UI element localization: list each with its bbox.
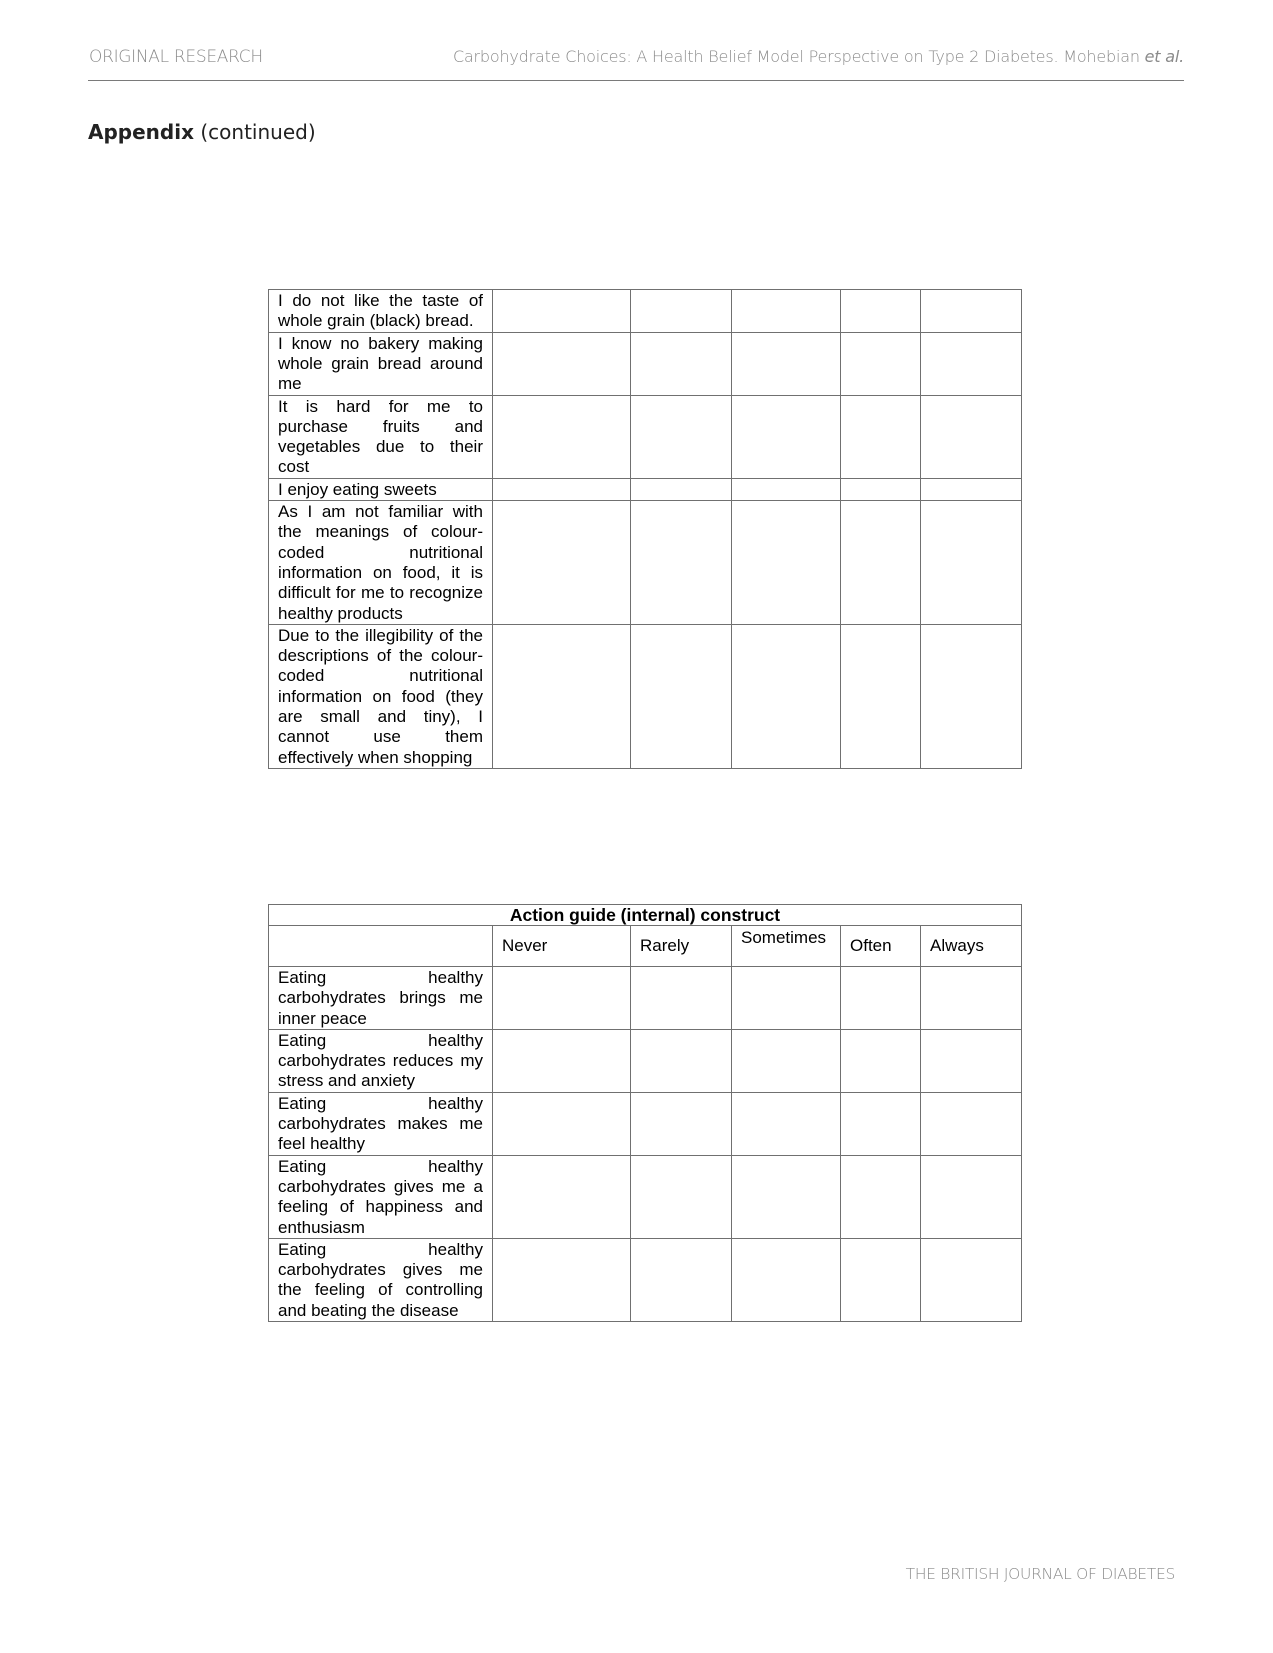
response-cell bbox=[493, 501, 631, 625]
response-cell bbox=[493, 395, 631, 478]
response-cell bbox=[921, 478, 1022, 500]
response-cell bbox=[732, 395, 841, 478]
response-cell bbox=[841, 501, 921, 625]
column-header-rarely: Rarely bbox=[631, 926, 732, 967]
response-cell bbox=[732, 1029, 841, 1092]
row-statement: Eating healthy carbohydrates reduces my stress and anxiety bbox=[269, 1029, 493, 1092]
response-cell bbox=[841, 967, 921, 1030]
column-header-always: Always bbox=[921, 926, 1022, 967]
response-cell bbox=[493, 478, 631, 500]
response-cell bbox=[921, 332, 1022, 395]
response-cell bbox=[921, 1155, 1022, 1238]
table-row bbox=[269, 1092, 1022, 1155]
row-statement: It is hard for me to purchase fruits and vegetables due to their cost bbox=[269, 395, 493, 478]
appendix-label: Appendix bbox=[88, 120, 194, 144]
response-cell bbox=[631, 478, 732, 500]
table-row bbox=[269, 624, 1022, 768]
response-cell bbox=[841, 624, 921, 768]
column-header-never: Never bbox=[493, 926, 631, 967]
response-cell bbox=[631, 501, 732, 625]
table-header-row bbox=[269, 926, 1022, 967]
response-cell bbox=[631, 1029, 732, 1092]
response-cell bbox=[921, 1029, 1022, 1092]
response-cell bbox=[841, 1155, 921, 1238]
row-statement: Eating healthy carbohydrates gives me the feeling of controlling and beating the disease bbox=[269, 1238, 493, 1321]
row-statement: I enjoy eating sweets bbox=[269, 478, 493, 500]
running-title bbox=[453, 47, 1184, 66]
response-cell bbox=[921, 395, 1022, 478]
row-statement: Eating healthy carbohydrates makes me feel healthy bbox=[269, 1092, 493, 1155]
response-cell bbox=[732, 478, 841, 500]
response-cell bbox=[732, 967, 841, 1030]
response-cell bbox=[732, 1238, 841, 1321]
response-cell bbox=[921, 624, 1022, 768]
response-cell bbox=[732, 332, 841, 395]
response-cell bbox=[732, 501, 841, 625]
response-cell bbox=[921, 967, 1022, 1030]
response-cell bbox=[631, 290, 732, 333]
response-cell bbox=[493, 1029, 631, 1092]
row-statement: As I am not familiar with the meanings of colour-coded nutritional information on food, it is difficult for me to recognize healthy products bbox=[269, 501, 493, 625]
response-cell bbox=[841, 1029, 921, 1092]
barriers-table bbox=[268, 289, 1022, 769]
column-header-sometimes: Sometimes bbox=[732, 926, 841, 967]
column-header-often: Often bbox=[841, 926, 921, 967]
response-cell bbox=[493, 1092, 631, 1155]
response-cell bbox=[732, 624, 841, 768]
journal-footer: THE BRITISH JOURNAL OF DIABETES bbox=[905, 1565, 1175, 1583]
table-row bbox=[269, 290, 1022, 333]
table-row bbox=[269, 1238, 1022, 1321]
response-cell bbox=[921, 1092, 1022, 1155]
table-row bbox=[269, 478, 1022, 500]
response-cell bbox=[493, 1238, 631, 1321]
response-cell bbox=[841, 332, 921, 395]
section-label: ORIGINAL RESEARCH bbox=[89, 47, 263, 67]
response-cell bbox=[631, 1238, 732, 1321]
appendix-heading bbox=[88, 120, 316, 144]
response-cell bbox=[921, 1238, 1022, 1321]
response-cell bbox=[841, 395, 921, 478]
response-cell bbox=[921, 290, 1022, 333]
running-title-etal: et al. bbox=[1144, 47, 1184, 66]
appendix-suffix: (continued) bbox=[200, 120, 316, 144]
response-cell bbox=[732, 1155, 841, 1238]
row-statement: Eating healthy carbohydrates gives me a feeling of happiness and enthusiasm bbox=[269, 1155, 493, 1238]
response-cell bbox=[732, 1092, 841, 1155]
table-row bbox=[269, 967, 1022, 1030]
table-row bbox=[269, 1029, 1022, 1092]
response-cell bbox=[493, 967, 631, 1030]
response-cell bbox=[841, 290, 921, 333]
table-row bbox=[269, 332, 1022, 395]
response-cell bbox=[631, 395, 732, 478]
row-statement: Due to the illegibility of the descriptions of the colour-coded nutritional information on food (they are small and tiny), I cannot use them effectively when shopping bbox=[269, 624, 493, 768]
row-statement: I do not like the taste of whole grain (black) bread. bbox=[269, 290, 493, 333]
response-cell bbox=[493, 290, 631, 333]
table-row bbox=[269, 395, 1022, 478]
response-cell bbox=[841, 1092, 921, 1155]
page-header bbox=[88, 44, 1184, 81]
table-title: Action guide (internal) construct bbox=[269, 905, 1022, 926]
response-cell bbox=[631, 1092, 732, 1155]
response-cell bbox=[841, 1238, 921, 1321]
response-cell bbox=[631, 624, 732, 768]
response-cell bbox=[732, 290, 841, 333]
row-statement: Eating healthy carbohydrates brings me inner peace bbox=[269, 967, 493, 1030]
response-cell bbox=[631, 332, 732, 395]
response-cell bbox=[493, 1155, 631, 1238]
response-cell bbox=[841, 478, 921, 500]
response-cell bbox=[921, 501, 1022, 625]
response-cell bbox=[493, 332, 631, 395]
header-empty-cell bbox=[269, 926, 493, 967]
response-cell bbox=[493, 624, 631, 768]
response-cell bbox=[631, 1155, 732, 1238]
response-cell bbox=[631, 967, 732, 1030]
table-row bbox=[269, 1155, 1022, 1238]
running-title-text: Carbohydrate Choices: A Health Belief Model Perspective on Type 2 Diabetes. Mohebian bbox=[452, 47, 1140, 66]
table-title-row bbox=[269, 905, 1022, 926]
table-row bbox=[269, 501, 1022, 625]
action-guide-table bbox=[268, 904, 1022, 1322]
row-statement: I know no bakery making whole grain bread around me bbox=[269, 332, 493, 395]
